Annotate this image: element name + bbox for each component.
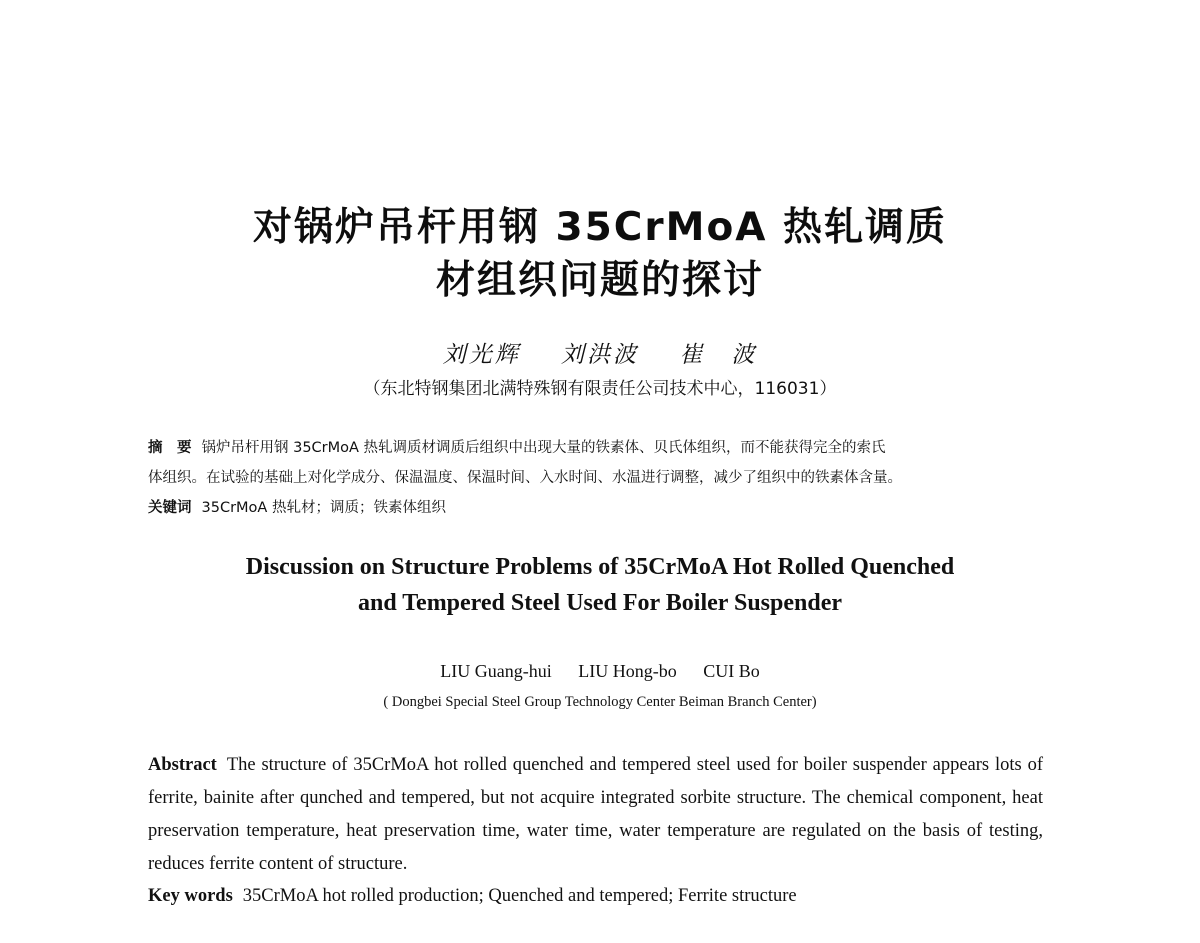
cn-affiliation: （东北特钢集团北满特殊钢有限责任公司技术中心，116031） — [363, 379, 837, 399]
en-title-line-2: and Tempered Steel Used For Boiler Suspender — [357, 590, 843, 616]
en-keywords — [148, 880, 1043, 913]
cn-title-line-2: 材组织问题的探讨 — [435, 258, 764, 303]
cn-abstract-line-2: 体组织。在试验的基础上对化学成分、保温温度、保温时间、入水时间、水温进行调整，减少了组织中的铁素体含量。 — [148, 470, 902, 486]
en-author-2: LIU Hong-bo — [578, 661, 677, 681]
en-author-3: CUI Bo — [703, 661, 760, 681]
en-abstract-text: The structure of 35CrMoA hot rolled quenched and tempered steel used for boiler suspender appears lots of ferrite, bainite after qunched and tempered, but not acquire integrated sorbite structure. The chemical component, heat preservation temperature, heat preservation time, water time, water temperature are regulated on the basis of testing, reduces ferrite content of structure. — [148, 755, 1043, 874]
en-author-1: LIU Guang-hui — [440, 661, 552, 681]
cn-author-3: 崔 波 — [679, 342, 758, 368]
en-keywords-text: 35CrMoA hot rolled production; Quenched and tempered; Ferrite structure — [242, 886, 797, 906]
en-keywords-label: Key words — [148, 886, 233, 906]
cn-abstract-line-1 — [148, 433, 1088, 463]
en-abstract — [148, 749, 1043, 881]
cn-title-line-1: 对锅炉吊杆用钢 35CrMoA 热轧调质 — [252, 205, 948, 250]
cn-keywords — [148, 493, 1088, 523]
en-title-line-1: Discussion on Structure Problems of 35CrMoA Hot Rolled Quenched — [245, 554, 955, 580]
cn-keywords-label: 关键词 — [148, 500, 192, 516]
cn-abstract-label: 摘 要 — [148, 440, 192, 456]
en-abstract-label: Abstract — [148, 755, 217, 775]
en-authors — [0, 661, 1200, 682]
en-affiliation: ( Dongbei Special Steel Group Technology Center Beiman Branch Center) — [383, 694, 817, 710]
cn-authors — [0, 336, 1200, 369]
cn-abstract-text-1: 锅炉吊杆用钢 35CrMoA 热轧调质材调质后组织中出现大量的铁素体、贝氏体组织，而不能获得完全的索氏 — [201, 440, 886, 456]
cn-author-1: 刘光辉 — [442, 342, 521, 368]
cn-abstract — [148, 433, 1088, 523]
cn-author-2: 刘洪波 — [561, 342, 639, 368]
cn-keywords-text: 35CrMoA 热轧材；调质；铁素体组织 — [201, 500, 446, 516]
